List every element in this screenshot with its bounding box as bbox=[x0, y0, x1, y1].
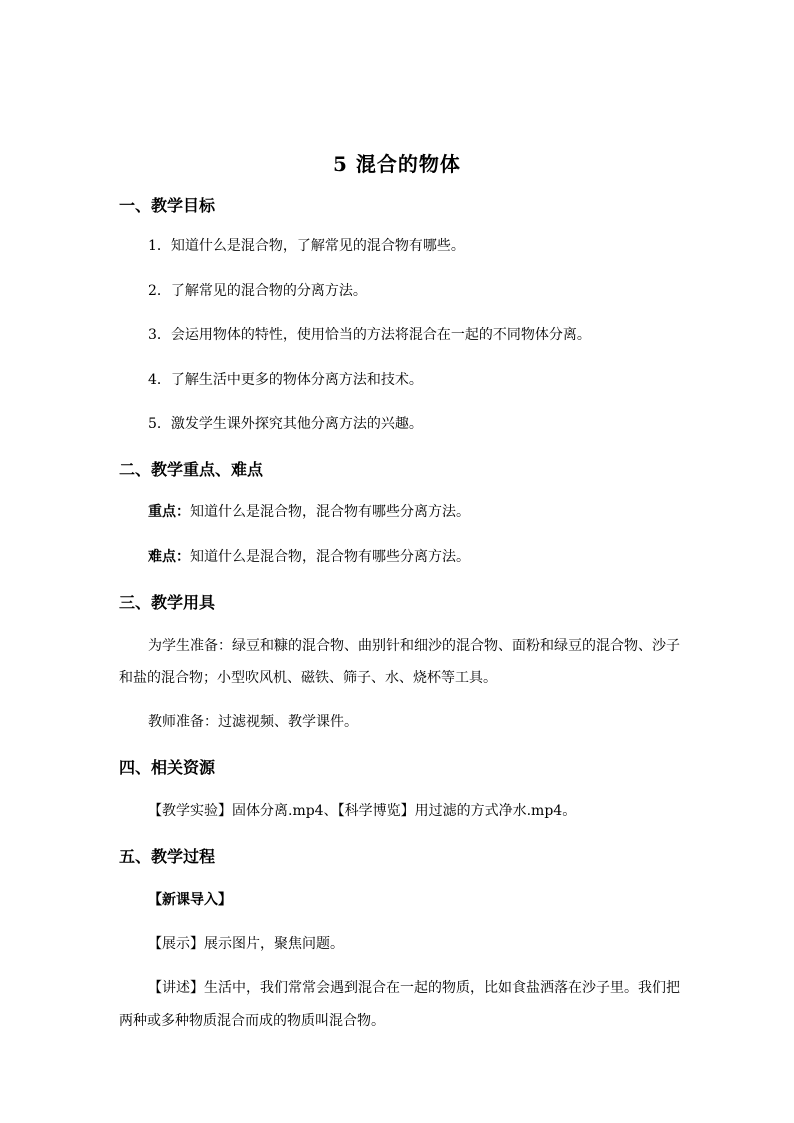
section-heading-process: 五、教学过程 bbox=[119, 847, 216, 866]
objective-item: 1．知道什么是混合物，了解常见的混合物有哪些。 bbox=[148, 238, 465, 254]
section-heading-resources: 四、相关资源 bbox=[119, 758, 216, 777]
key-point-label: 重点： bbox=[148, 504, 190, 520]
objective-item: 3．会运用物体的特性，使用恰当的方法将混合在一起的不同物体分离。 bbox=[148, 327, 591, 343]
difficulty-label: 难点： bbox=[148, 549, 190, 565]
objective-item: 5．激发学生课外探究其他分离方法的兴趣。 bbox=[148, 416, 423, 432]
section-heading-tools: 三、教学用具 bbox=[119, 593, 216, 612]
talk-line1: 【讲述】生活中，我们常常会遇到混合在一起的物质，比如食盐洒落在沙子里。我们把 bbox=[148, 980, 680, 996]
section-heading-key-points: 二、教学重点、难点 bbox=[119, 460, 264, 479]
talk-line2: 两种或多种物质混合而成的物质叫混合物。 bbox=[119, 1013, 385, 1029]
student-materials-line2: 和盐的混合物；小型吹风机、磁铁、筛子、水、烧杯等工具。 bbox=[119, 670, 497, 686]
difficulty-text: 知道什么是混合物，混合物有哪些分离方法。 bbox=[190, 549, 470, 565]
student-materials-line1: 为学生准备：绿豆和糠的混合物、曲别针和细沙的混合物、面粉和绿豆的混合物、沙子 bbox=[148, 638, 680, 654]
difficulty-line bbox=[148, 546, 470, 566]
show-line: 【展示】展示图片，聚焦问题。 bbox=[148, 936, 344, 952]
objective-item: 4．了解生活中更多的物体分离方法和技术。 bbox=[148, 372, 423, 388]
key-point-line bbox=[148, 501, 470, 521]
resources-text: 【教学实验】固体分离.mp4、【科学博览】用过滤的方式净水.mp4。 bbox=[148, 803, 577, 819]
section-heading-objectives: 一、教学目标 bbox=[119, 196, 216, 215]
teacher-materials: 教师准备：过滤视频、教学课件。 bbox=[148, 714, 358, 730]
objective-item: 2．了解常见的混合物的分离方法。 bbox=[148, 283, 367, 299]
page-title: 5 混合的物体 bbox=[333, 152, 461, 176]
subheading-new-lesson: 【新课导入】 bbox=[148, 892, 232, 908]
key-point-text: 知道什么是混合物，混合物有哪些分离方法。 bbox=[190, 504, 470, 520]
